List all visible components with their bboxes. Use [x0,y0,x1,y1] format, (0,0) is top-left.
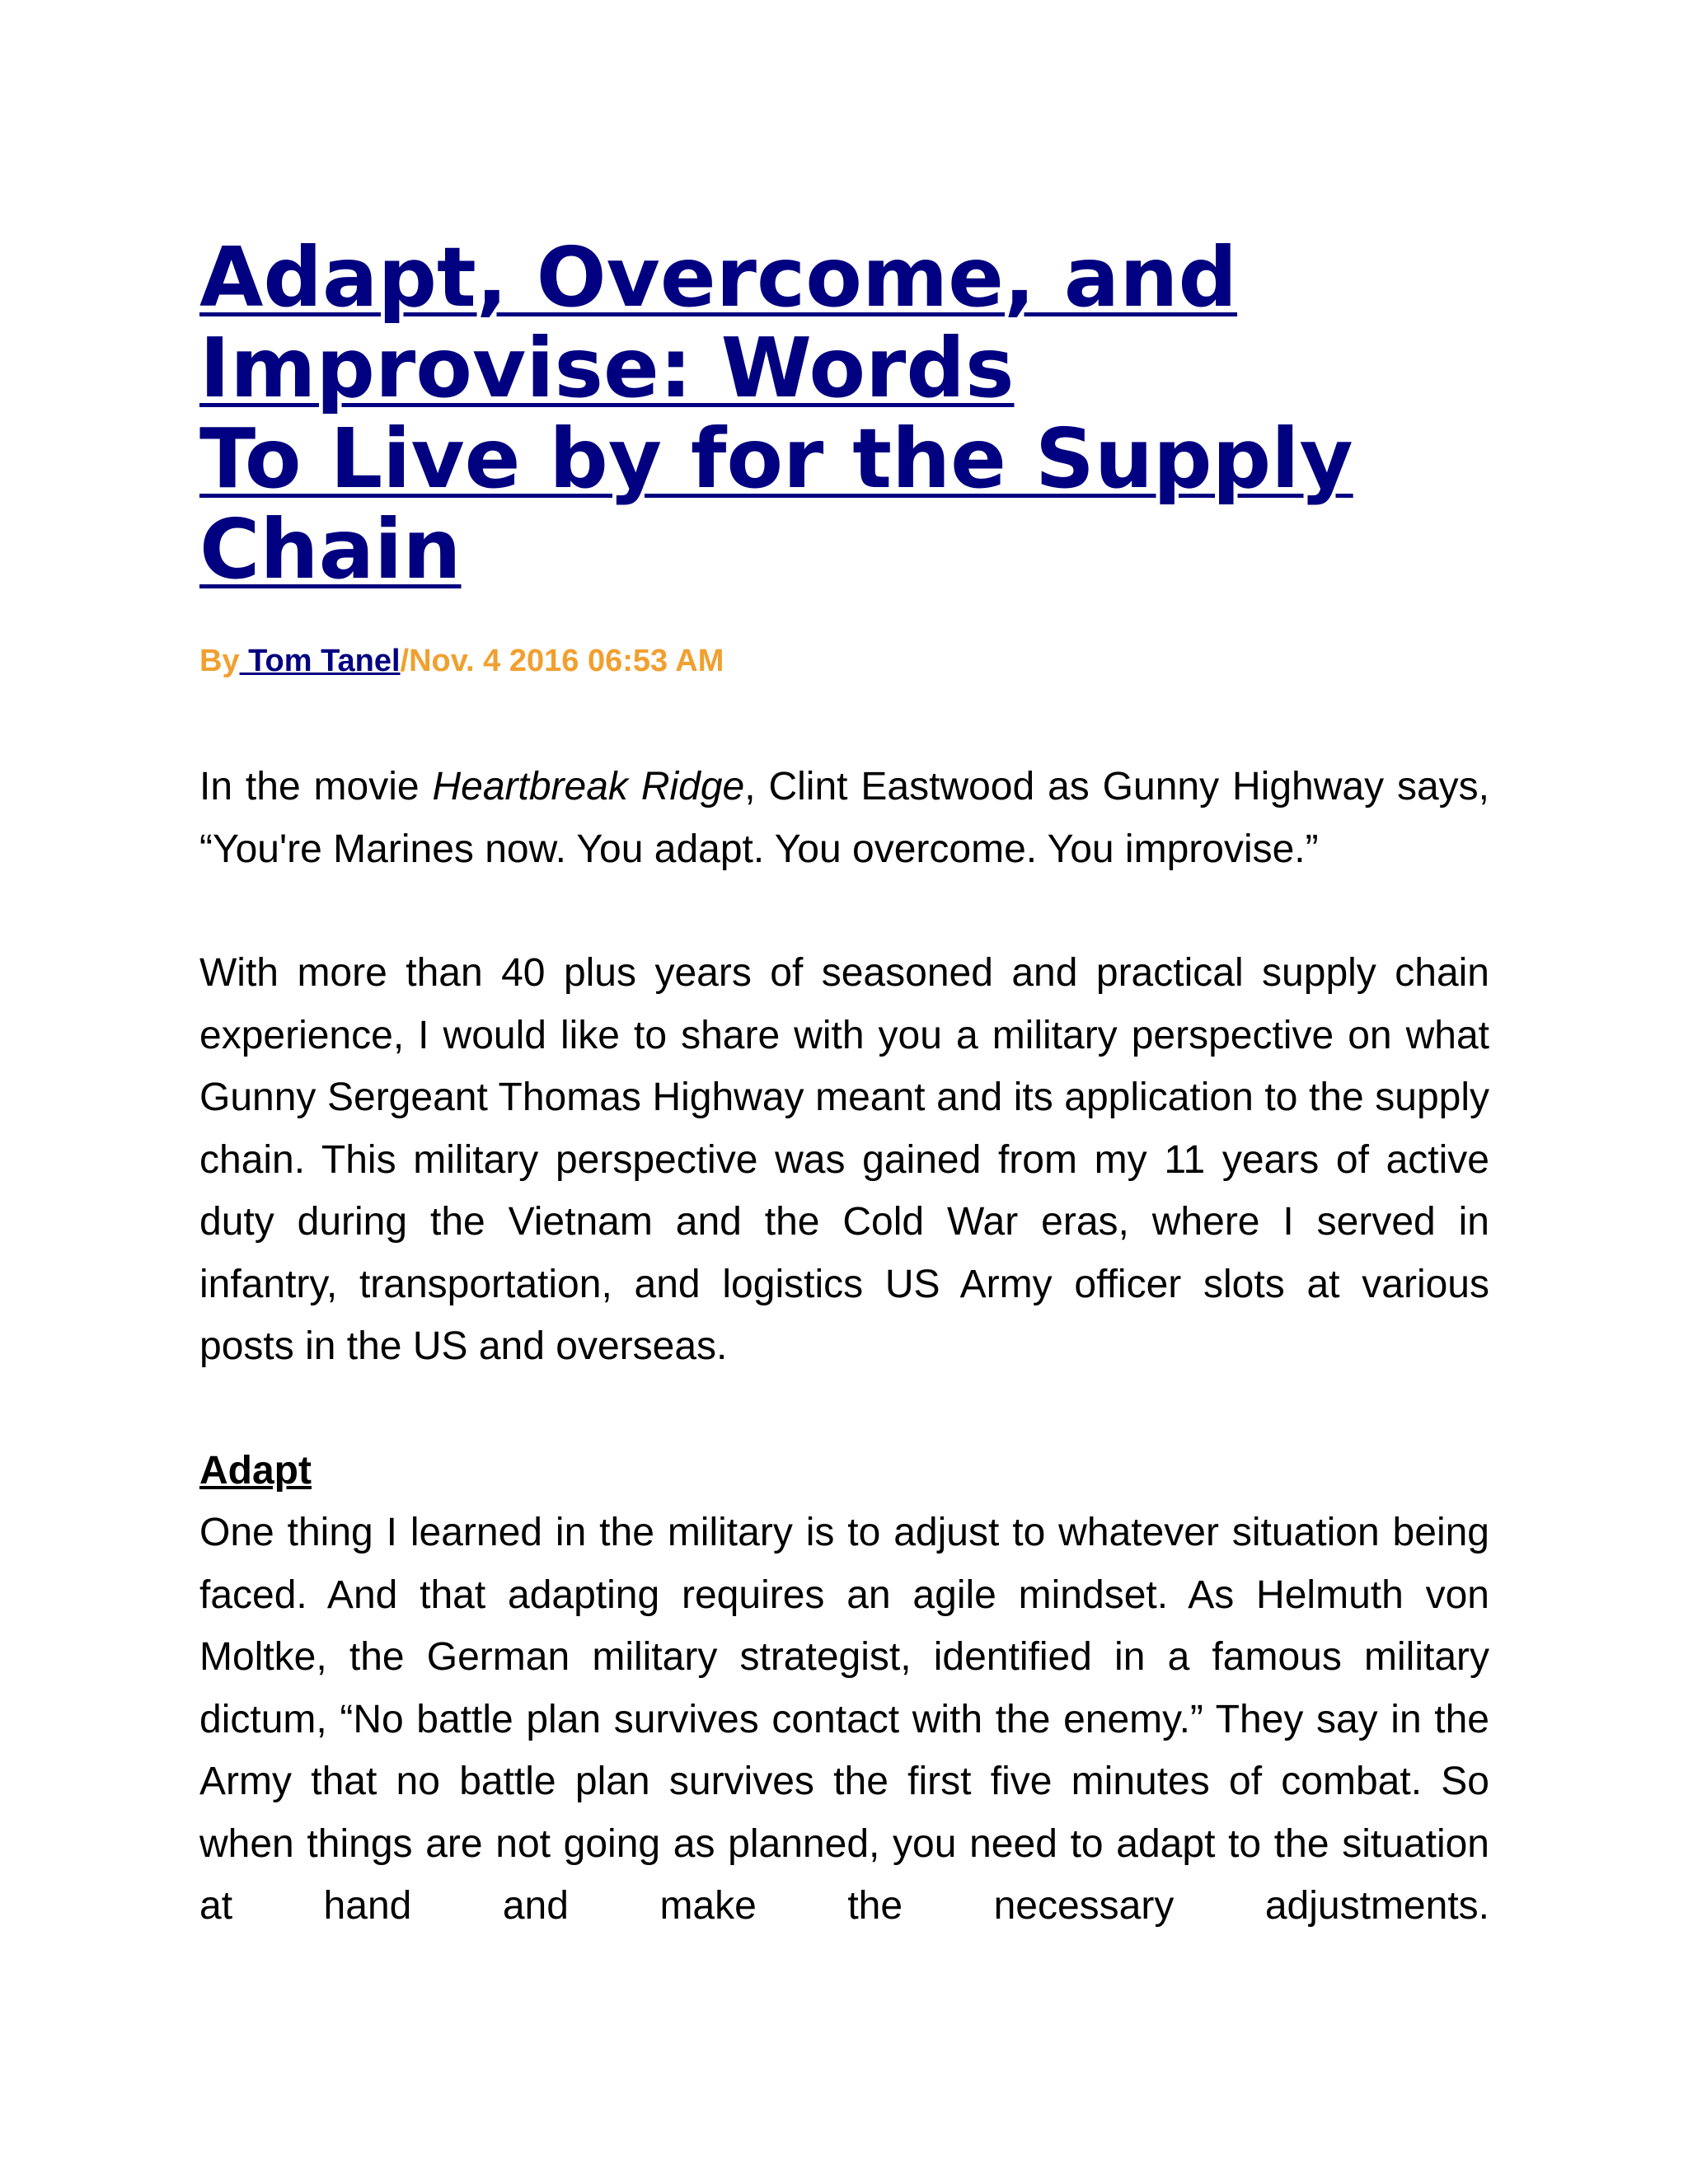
adapt-paragraph: One thing I learned in the military is to adjust to whatever situation being faced. And that adapting requires an agile mindset. As Helmuth von Moltke, the German military strategist, identified in a famous military dictum, “No battle plan survives contact with the enemy.” They say in the Army that no battle plan survives the first five minutes of combat. So when things are not going as planned, you need to adapt to the situation at hand and make the necessary adjustments. [199,1511,1489,1928]
title-line[interactable]: To Live by for the Supply [199,410,1353,507]
article-title[interactable] [199,229,1489,598]
document-page [199,229,1489,1938]
experience-paragraph: With more than 40 plus years of seasoned and practical supply chain experience, I would like to share with you a military perspective on what Gunny Sergeant Thomas Highway meant and its application to the supply chain. This military perspective was gained from my 11 years of active duty during the Vietnam and the Cold War eras, where I served in infantry, transportation, and logistics US Army officer slots at various posts in the US and overseas. [199,951,1489,1368]
byline-date: /Nov. 4 2016 06:53 AM [400,644,724,678]
intro-paragraph [199,756,1489,880]
title-line[interactable]: Adapt, Overcome, and [199,229,1238,326]
intro-text-end: , Clint Eastwood as Gunny Highway says, “You're Marines now. You adapt. You overcome. You improvise.” [199,765,1489,871]
title-line[interactable]: Chain [199,501,462,598]
byline-prefix: By [199,644,240,678]
title-line[interactable]: Improvise: Words [199,320,1015,416]
movie-title: Heartbreak Ridge [432,765,745,808]
author-link[interactable]: Tom Tanel [239,644,401,678]
byline [199,640,1489,682]
intro-text-start: In the movie [199,765,433,808]
section-heading-adapt: Adapt [199,1448,312,1493]
